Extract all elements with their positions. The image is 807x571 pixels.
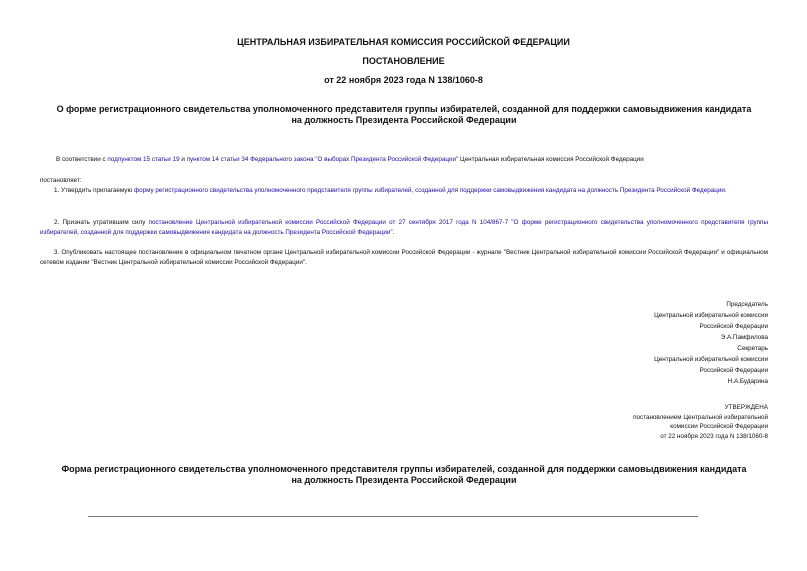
link-subpoint-15-article-19[interactable]: подпунктом 15 статьи 19 bbox=[107, 156, 180, 163]
preamble-paragraph bbox=[56, 155, 768, 165]
commission-heading: ЦЕНТРАЛЬНАЯ ИЗБИРАТЕЛЬНАЯ КОМИССИЯ РОССИЙСКОЙ ФЕДЕРАЦИИ bbox=[237, 37, 570, 47]
chair-name: Э.А.Памфилова bbox=[720, 334, 768, 341]
approval-line-1: постановлением Центральной избирательной bbox=[633, 413, 768, 421]
horizontal-divider bbox=[88, 516, 698, 517]
item-2-paragraph bbox=[40, 218, 768, 238]
chair-org-line-2: Российской Федерации bbox=[699, 323, 768, 330]
approval-block bbox=[548, 403, 768, 441]
secretary-title: Секретарь bbox=[737, 345, 768, 352]
resolves-label: постановляет: bbox=[40, 177, 82, 184]
approval-line-2: комиссии Российской Федерации bbox=[670, 423, 768, 430]
resolution-title: О форме регистрационного свидетельства уполномоченного представителя группы избирателей, созданной для поддержки самовыдвижения кандидата на должность Президента Российской Федерации bbox=[56, 104, 752, 125]
approval-line-3: от 22 ноября 2023 года N 138/1060-8 bbox=[660, 432, 768, 440]
item-1-period: . bbox=[724, 187, 727, 194]
item-2-text: 2. Признать утратившим силу bbox=[54, 219, 149, 226]
item-2-period: . bbox=[392, 229, 395, 236]
preamble-text-1: В соответствии с bbox=[56, 156, 108, 163]
approval-label: УТВЕРЖДЕНА bbox=[724, 404, 768, 411]
secretary-org-line-1: Центральной избирательной комиссии bbox=[654, 356, 768, 363]
chair-org-line-1: Центральной избирательной комиссии bbox=[654, 312, 768, 319]
document-date-number: от 22 ноября 2023 года N 138/1060-8 bbox=[324, 75, 483, 85]
document-type-heading: ПОСТАНОВЛЕНИЕ bbox=[362, 56, 445, 66]
preamble-text-3: Центральная избирательная комиссия Российской Федерации bbox=[458, 156, 644, 163]
secretary-org-line-2: Российской Федерации bbox=[699, 367, 768, 374]
form-title: Форма регистрационного свидетельства уполномоченного представителя группы избирателей, созданной для поддержки самовыдвижения кандидата на должность Президента Российской Федерации bbox=[61, 464, 747, 485]
link-point-14-article-34-law[interactable]: пунктом 14 статьи 34 Федерального закона "О выборах Президента Российской Федерации" bbox=[186, 156, 459, 163]
link-approved-form[interactable]: форму регистрационного свидетельства уполномоченного представителя группы избирателей, созданной для поддержки самовыдвижения кандидата на должность Президента Российской Федерации bbox=[133, 187, 725, 194]
chair-title: Председатель bbox=[726, 301, 768, 308]
item-1-text: 1. Утвердить прилагаемую bbox=[54, 187, 134, 194]
item-1-paragraph bbox=[40, 186, 768, 196]
item-3-paragraph: 3. Опубликовать настоящее постановление в официальном печатном органе Центральной избирательной комиссии Российской Федерации - журнале "Вестник Центральной избирательной комиссии Российской Федерации" и официальном сетевом издании "Вестник Центральной избирательной комиссии Российской Федерации". bbox=[40, 249, 768, 266]
signatures-block bbox=[508, 299, 768, 387]
link-previous-resolution[interactable]: постановление Центральной избирательной комиссии Российской Федерации от 27 сентября 2017 года N 104/867-7 "О форме регистрационного свидетельства уполномоченного представителя группы избирателей, созданной для поддержки самовыдвижения кандидата на должность Президента Российской Федерации" bbox=[40, 219, 768, 236]
secretary-name: Н.А.Бударина bbox=[727, 378, 768, 385]
preamble-text-2: и bbox=[179, 156, 187, 163]
